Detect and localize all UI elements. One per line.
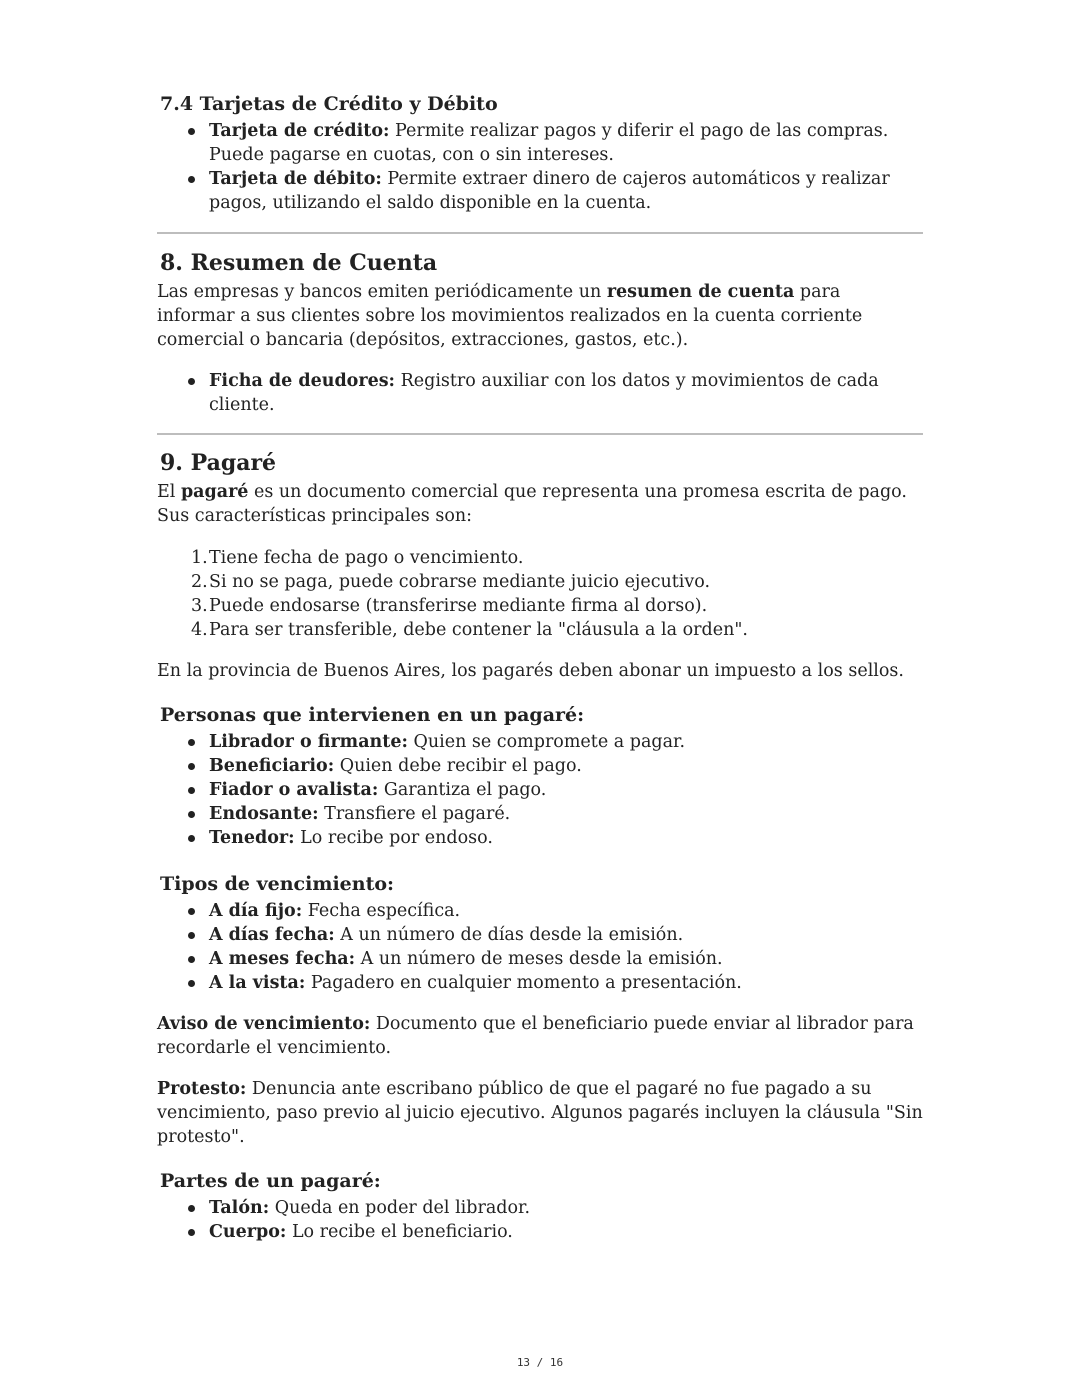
bullet-icon xyxy=(188,1205,195,1212)
personas-list xyxy=(157,730,923,850)
bullet-icon xyxy=(188,128,195,135)
tipos-heading: Tipos de vencimiento: xyxy=(160,873,395,895)
bullet-icon xyxy=(188,908,195,915)
list-item: A días fecha: A un número de días desde la emisión. xyxy=(157,923,923,947)
list-item: A día fijo: Fecha específica. xyxy=(157,899,923,923)
bullet-icon xyxy=(188,763,195,770)
section-8-list xyxy=(157,369,923,417)
section-7-4-heading: 7.4 Tarjetas de Crédito y Débito xyxy=(160,93,498,115)
bullet-icon xyxy=(188,932,195,939)
divider xyxy=(157,433,923,435)
bullet-icon xyxy=(188,835,195,842)
list-item: Tarjeta de crédito: Permite realizar pagos y diferir el pago de las compras. Puede pagarse en cuotas, con o sin intereses. xyxy=(157,119,923,167)
page-number: 13 / 16 xyxy=(516,1356,564,1369)
section-8-intro: Las empresas y bancos emiten periódicamente un resumen de cuenta para informar a sus clientes sobre los movimientos realizados en la cuenta corriente comercial o bancaria (depósitos, extracciones, gastos, etc.). xyxy=(157,282,863,350)
bullet-icon xyxy=(188,176,195,183)
bullet-icon xyxy=(188,1229,195,1236)
divider xyxy=(157,232,923,234)
list-item: Talón: Queda en poder del librador. xyxy=(157,1196,923,1220)
list-item: A la vista: Pagadero en cualquier momento a presentación. xyxy=(157,971,923,995)
document-page xyxy=(157,92,923,1244)
list-item: Ficha de deudores: Registro auxiliar con los datos y movimientos de cada cliente. xyxy=(157,369,923,417)
list-item: Cuerpo: Lo recibe el beneficiario. xyxy=(157,1220,923,1244)
bullet-icon xyxy=(188,739,195,746)
bullet-icon xyxy=(188,956,195,963)
list-item: Endosante: Transfiere el pagaré. xyxy=(157,802,923,826)
list-item: 2. Si no se paga, puede cobrarse mediante juicio ejecutivo. xyxy=(191,572,711,592)
bullet-icon xyxy=(188,787,195,794)
list-item: Tenedor: Lo recibe por endoso. xyxy=(157,826,923,850)
list-item: A meses fecha: A un número de meses desde la emisión. xyxy=(157,947,923,971)
tipos-list xyxy=(157,899,923,995)
list-item: Fiador o avalista: Garantiza el pago. xyxy=(157,778,923,802)
tax-note: En la provincia de Buenos Aires, los pagarés deben abonar un impuesto a los sellos. xyxy=(157,661,904,681)
list-item: Beneficiario: Quien debe recibir el pago. xyxy=(157,754,923,778)
aviso-paragraph: Aviso de vencimiento: Documento que el beneficiario puede enviar al librador para recordarle el vencimiento. xyxy=(157,1014,914,1058)
section-8-heading: 8. Resumen de Cuenta xyxy=(160,250,438,276)
list-item: 1. Tiene fecha de pago o vencimiento. xyxy=(191,548,524,568)
section-9-intro: El pagaré es un documento comercial que representa una promesa escrita de pago. Sus características principales son: xyxy=(157,482,907,526)
section-9-heading: 9. Pagaré xyxy=(160,450,277,476)
list-item: Tarjeta de débito: Permite extraer dinero de cajeros automáticos y realizar pagos, utilizando el saldo disponible en la cuenta. xyxy=(157,167,923,215)
section-7-4-list xyxy=(157,119,923,215)
section-9-features xyxy=(157,546,923,642)
personas-heading: Personas que intervienen en un pagaré: xyxy=(160,704,585,726)
bullet-icon xyxy=(188,980,195,987)
bullet-icon xyxy=(188,811,195,818)
partes-heading: Partes de un pagaré: xyxy=(160,1170,381,1192)
list-item: 3. Puede endosarse (transferirse mediante firma al dorso). xyxy=(191,596,708,616)
list-item: Librador o firmante: Quien se compromete a pagar. xyxy=(157,730,923,754)
bullet-icon xyxy=(188,378,195,385)
protesto-paragraph: Protesto: Denuncia ante escribano público de que el pagaré no fue pagado a su vencimiento, paso previo al juicio ejecutivo. Algunos pagarés incluyen la cláusula "Sin protesto". xyxy=(157,1079,923,1147)
list-item: 4. Para ser transferible, debe contener la "cláusula a la orden". xyxy=(191,620,748,640)
partes-list xyxy=(157,1196,923,1244)
